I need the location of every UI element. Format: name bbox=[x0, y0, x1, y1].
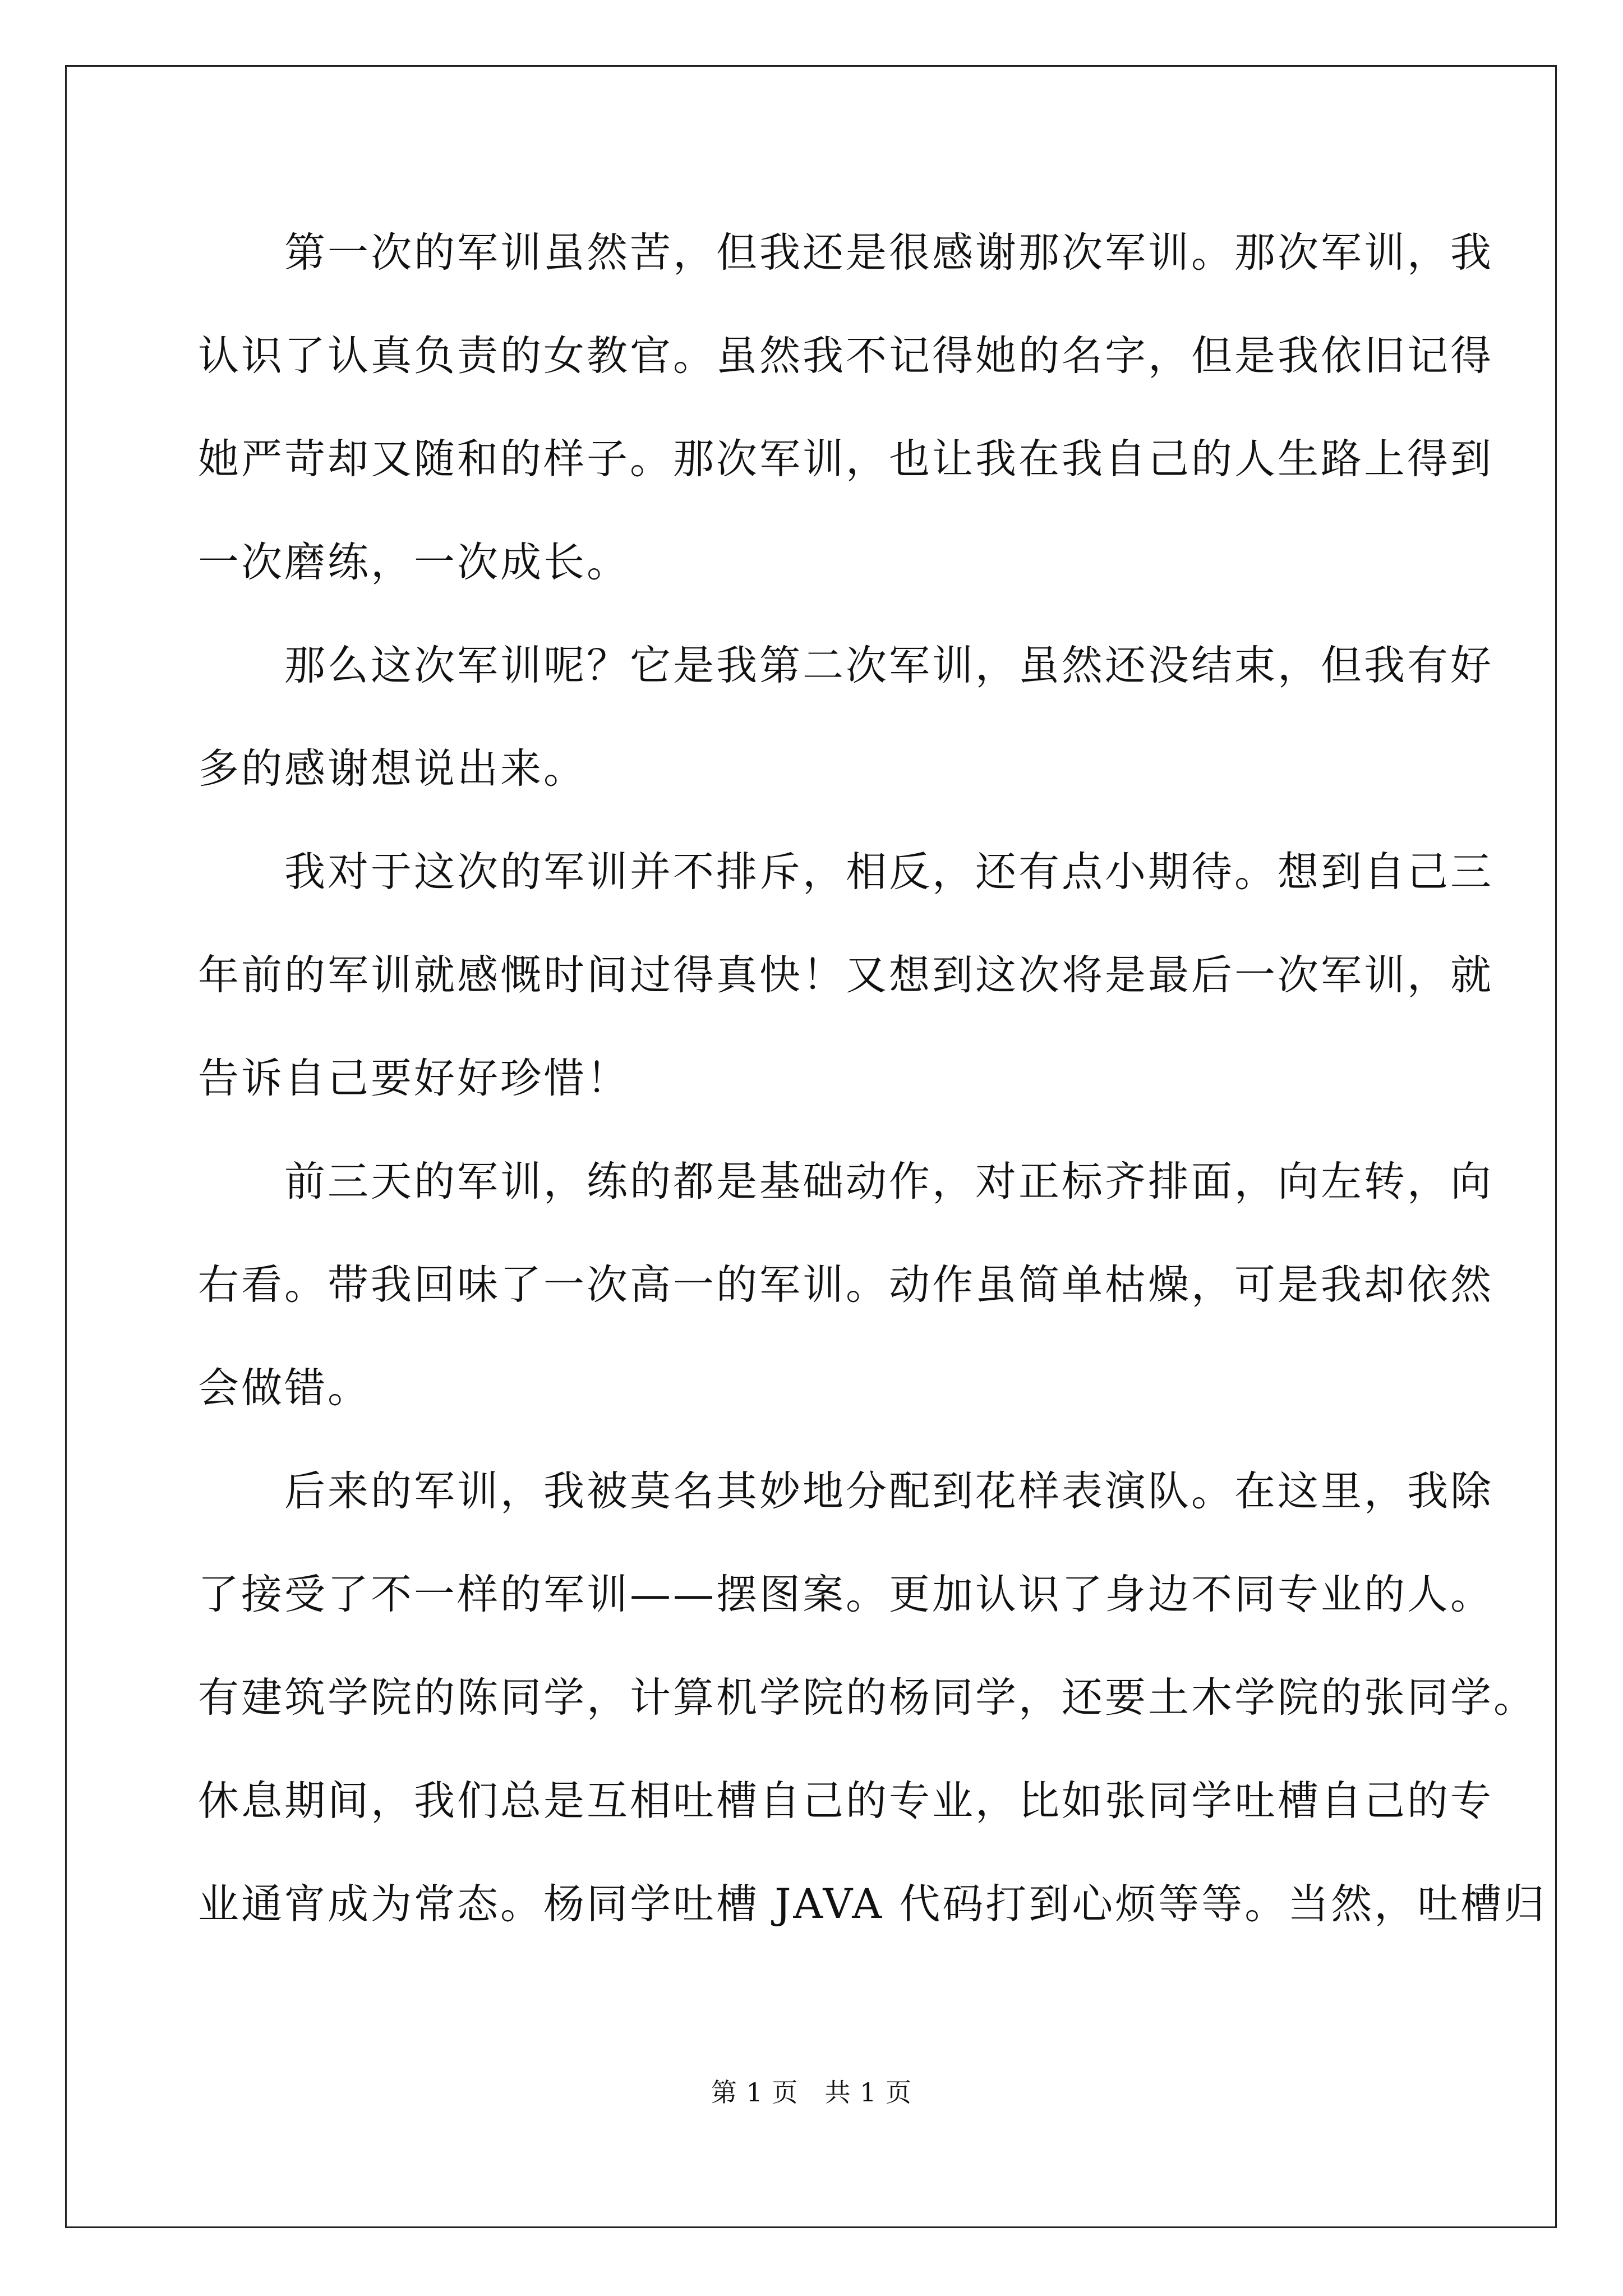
text-line: 有建筑学院的陈同学，计算机学院的杨同学，还要土木学院的张同学。 bbox=[198, 1674, 1537, 1722]
text-line: 休息期间，我们总是互相吐槽自己的专业，比如张同学吐槽自己的专 bbox=[198, 1777, 1493, 1825]
text-line: 右看。带我回味了一次高一的军训。动作虽简单枯燥，可是我却依然 bbox=[198, 1261, 1493, 1309]
text-line: 多的感谢想说出来。 bbox=[198, 745, 587, 793]
text-line: 认识了认真负责的女教官。虽然我不记得她的名字，但是我依旧记得 bbox=[198, 332, 1493, 380]
text-line: 了接受了不一样的军训——摆图案。更加认识了身边不同专业的人。 bbox=[198, 1571, 1493, 1618]
text-line: 一次磨练，一次成长。 bbox=[198, 539, 630, 586]
text-line: 告诉自己要好好珍惜！ bbox=[198, 1055, 630, 1102]
text-line: 业通宵成为常态。杨同学吐槽 JAVA 代码打到心烦等等。当然，吐槽归 bbox=[198, 1880, 1547, 1928]
text-line: 那么这次军训呢？它是我第二次军训，虽然还没结束，但我有好 bbox=[198, 642, 1493, 689]
text-line: 第一次的军训虽然苦，但我还是很感谢那次军训。那次军训，我 bbox=[198, 229, 1493, 277]
text-line: 我对于这次的军训并不排斥，相反，还有点小期待。想到自己三 bbox=[198, 848, 1493, 896]
text-line: 会做错。 bbox=[198, 1364, 371, 1412]
page-footer: 第 1 页 共 1 页 bbox=[711, 2077, 912, 2108]
text-line: 年前的军训就感慨时间过得真快！又想到这次将是最后一次军训，就 bbox=[198, 951, 1493, 999]
text-line: 她严苛却又随和的样子。那次军训，也让我在我自己的人生路上得到 bbox=[198, 435, 1493, 483]
text-line: 后来的军训，我被莫名其妙地分配到花样表演队。在这里，我除 bbox=[198, 1467, 1493, 1515]
text-line: 前三天的军训，练的都是基础动作，对正标齐排面，向左转，向 bbox=[198, 1158, 1493, 1205]
